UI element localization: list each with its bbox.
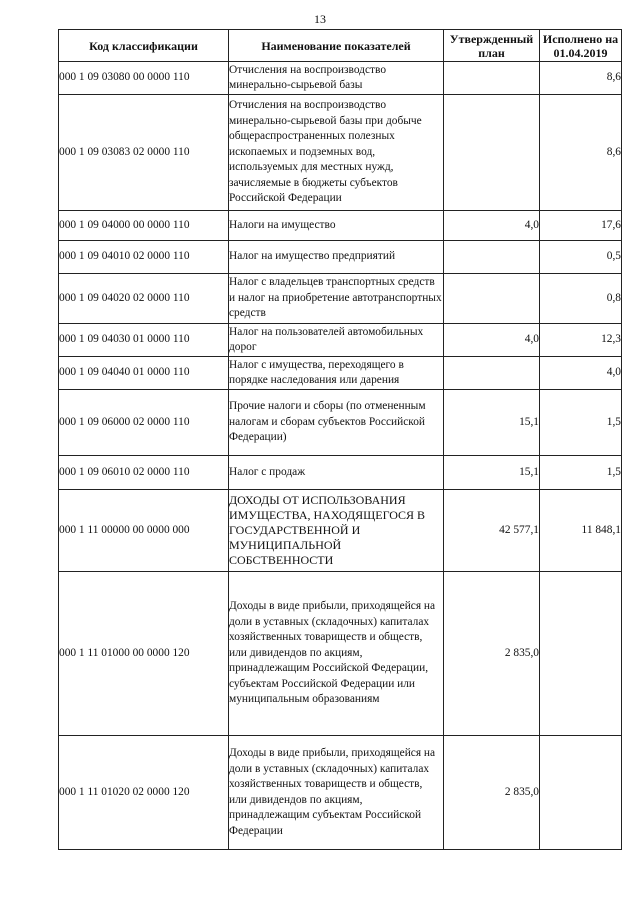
table-row [59,95,622,211]
table-row [59,572,622,736]
row-name: Прочие налоги и сборы (по отмененным налогам и сборам субъектов Российской Федерации) [229,390,444,456]
row-code: 000 1 09 03080 00 0000 110 [59,62,229,95]
table-row [59,324,622,357]
row-name: ДОХОДЫ ОТ ИСПОЛЬЗОВАНИЯ ИМУЩЕСТВА, НАХОДЯЩЕГОСЯ В ГОСУДАРСТВЕННОЙ И МУНИЦИПАЛЬНОЙ СОБСТВЕННОСТИ [229,490,444,572]
row-done: 0,8 [540,274,622,324]
row-plan: 42 577,1 [444,490,540,572]
row-plan [444,62,540,95]
row-done: 1,5 [540,390,622,456]
row-done: 11 848,1 [540,490,622,572]
row-code: 000 1 09 04020 02 0000 110 [59,274,229,324]
table-row [59,456,622,490]
row-name: Доходы в виде прибыли, приходящейся на доли в уставных (складочных) капиталах хозяйственных товариществ и обществ, или дивидендов по акциям, принадлежащим Российской Федерации, субъектам Российской Федерации или муниципальным образованиям [229,572,444,736]
row-plan [444,95,540,211]
row-code: 000 1 09 04000 00 0000 110 [59,211,229,241]
row-plan [444,357,540,390]
row-code: 000 1 09 04040 01 0000 110 [59,357,229,390]
row-done: 1,5 [540,456,622,490]
row-code: 000 1 11 00000 00 0000 000 [59,490,229,572]
row-done [540,736,622,850]
row-done: 4,0 [540,357,622,390]
row-done: 12,3 [540,324,622,357]
header-name: Наименование показателей [229,30,444,62]
table-row [59,490,622,572]
row-done: 8,6 [540,62,622,95]
table-row [59,390,622,456]
row-name: Налог с владельцев транспортных средств и налог на приобретение автотранспортных средств [229,274,444,324]
table-header-row [59,30,622,62]
row-code: 000 1 09 06010 02 0000 110 [59,456,229,490]
row-plan [444,241,540,274]
row-name: Отчисления на воспроизводство минерально-сырьевой базы при добыче общераспространенных полезных ископаемых и подземных вод, используемых для местных нужд, зачисляемые в бюджеты субъектов Российской Федерации [229,95,444,211]
row-code: 000 1 11 01000 00 0000 120 [59,572,229,736]
row-plan: 2 835,0 [444,736,540,850]
page-number: 13 [314,12,326,26]
row-code: 000 1 09 03083 02 0000 110 [59,95,229,211]
row-plan: 4,0 [444,324,540,357]
row-plan [444,274,540,324]
row-name: Налог на имущество предприятий [229,241,444,274]
table-row [59,274,622,324]
table-row [59,736,622,850]
row-plan: 15,1 [444,456,540,490]
row-done [540,572,622,736]
table-row [59,357,622,390]
row-name: Доходы в виде прибыли, приходящейся на доли в уставных (складочных) капиталах хозяйственных товариществ и обществ, или дивидендов по акциям, принадлежащим субъектам Российской Федерации [229,736,444,850]
row-code: 000 1 09 04030 01 0000 110 [59,324,229,357]
row-name: Отчисления на воспроизводство минерально-сырьевой базы [229,62,444,95]
row-done: 17,6 [540,211,622,241]
row-name: Налог на пользователей автомобильных дорог [229,324,444,357]
row-name: Налог с продаж [229,456,444,490]
header-done: Исполнено на 01.04.2019 [540,30,622,62]
row-plan: 4,0 [444,211,540,241]
table-row [59,62,622,95]
header-code: Код классификации [59,30,229,62]
table-row [59,211,622,241]
row-code: 000 1 09 06000 02 0000 110 [59,390,229,456]
row-code: 000 1 09 04010 02 0000 110 [59,241,229,274]
row-plan: 15,1 [444,390,540,456]
header-plan: Утвержденный план [444,30,540,62]
row-code: 000 1 11 01020 02 0000 120 [59,736,229,850]
table-row [59,241,622,274]
row-name: Налог с имущества, переходящего в порядке наследования или дарения [229,357,444,390]
row-plan: 2 835,0 [444,572,540,736]
row-done: 8,6 [540,95,622,211]
row-done: 0,5 [540,241,622,274]
budget-table [58,29,622,850]
row-name: Налоги на имущество [229,211,444,241]
